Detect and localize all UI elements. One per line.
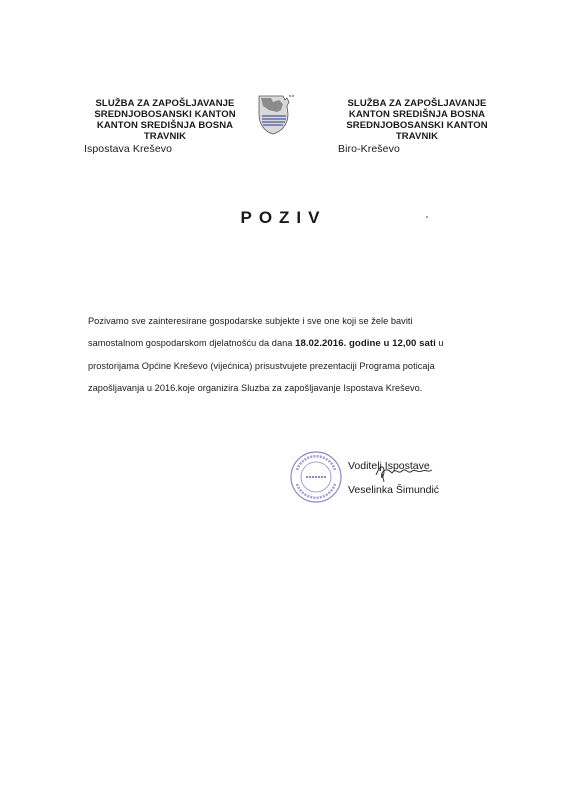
left-office-name: Ispostava Kreševo [84, 143, 173, 155]
coat-of-arms-emblem [253, 92, 295, 136]
event-date-time: 18.02.2016. godine u 12,00 sati [295, 338, 436, 349]
signature-block [348, 454, 439, 502]
letterhead-left [80, 98, 250, 155]
body-line-2-tail: u [438, 338, 444, 348]
left-institution-line4: TRAVNIK [143, 131, 187, 142]
right-office-name: Biro-Kreševo [338, 143, 400, 155]
right-institution-line1: SLUŽBA ZA ZAPOŠLJAVANJE [347, 98, 487, 109]
left-institution-line1: SLUŽBA ZA ZAPOŠLJAVANJE [95, 98, 235, 109]
left-institution-line3: KANTON SREDIŠNJA BOSNA [96, 120, 234, 131]
body-line-2-text: samostalnom gospodarskom djelatnošću da dana [88, 338, 293, 348]
official-stamp [289, 450, 343, 504]
signatory-role: Voditelj Ispostave [348, 460, 430, 472]
left-institution-line2: SREDNJOBOSANSKI KANTON [94, 109, 236, 120]
invitation-body [88, 310, 508, 399]
right-institution-line2: KANTON SREDIŠNJA BOSNA [348, 109, 486, 120]
document-title: POZIV [240, 208, 327, 227]
body-line-2 [88, 332, 508, 355]
body-line-4: zapošljavanja u 2016.koje organizira Sluzba za zapošljavanje Ispostava Kreševo. [88, 383, 423, 393]
signatory-name: Veselinka Šimundić [348, 484, 440, 496]
speck-mark [426, 216, 428, 218]
right-institution-line4: TRAVNIK [395, 131, 439, 142]
body-line-1: Pozivamo sve zainteresirane gospodarske subjekte i sve one koji se žele baviti [88, 316, 413, 326]
letterhead-right [332, 98, 502, 155]
right-institution-line3: SREDNJOBOSANSKI KANTON [346, 120, 488, 131]
body-line-3: prostorijama Općine Kreševo (vijećnica) prisustvujete prezentaciji Programa poticaja [88, 361, 435, 371]
